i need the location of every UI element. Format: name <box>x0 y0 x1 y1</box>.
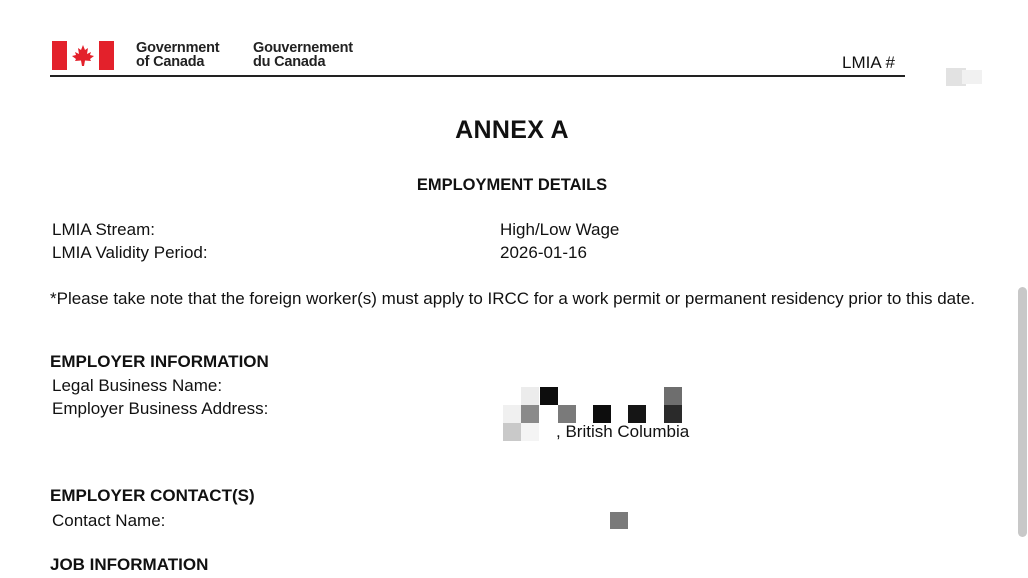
employer-contacts-heading: EMPLOYER CONTACT(S) <box>50 486 255 505</box>
document-subtitle: EMPLOYMENT DETAILS <box>416 176 608 194</box>
gov-wordmark-en <box>136 41 219 69</box>
employer-information-heading: EMPLOYER INFORMATION <box>50 352 269 371</box>
wordmark-fr-line1: Gouvernement <box>253 40 353 56</box>
header-divider <box>50 75 905 77</box>
vertical-scrollbar[interactable] <box>1018 287 1027 537</box>
redaction-block <box>962 70 982 84</box>
canada-flag-icon <box>52 41 114 70</box>
job-information-heading: JOB INFORMATION <box>50 555 209 574</box>
validity-note: *Please take note that the foreign worker(s) must apply to IRCC for a work permit or permanent residency prior to this date. <box>50 289 976 308</box>
lmia-stream-value: High/Low Wage <box>500 220 620 239</box>
lmia-validity-label: LMIA Validity Period: <box>52 243 208 262</box>
business-address-label: Employer Business Address: <box>52 399 269 418</box>
wordmark-en-line1: Government <box>136 40 220 56</box>
address-province: , British Columbia <box>556 422 690 441</box>
document-title: ANNEX A <box>455 116 569 144</box>
wordmark-fr-line2: du Canada <box>253 54 326 70</box>
lmia-number-label: LMIA # <box>842 53 895 72</box>
gov-wordmark-fr <box>253 41 353 69</box>
contact-name-label: Contact Name: <box>52 511 166 530</box>
contact-name-redaction <box>610 512 628 529</box>
legal-business-name-label: Legal Business Name: <box>52 376 223 395</box>
lmia-validity-value: 2026-01-16 <box>500 243 587 262</box>
wordmark-en-line2: of Canada <box>136 54 205 70</box>
lmia-stream-label: LMIA Stream: <box>52 220 155 239</box>
